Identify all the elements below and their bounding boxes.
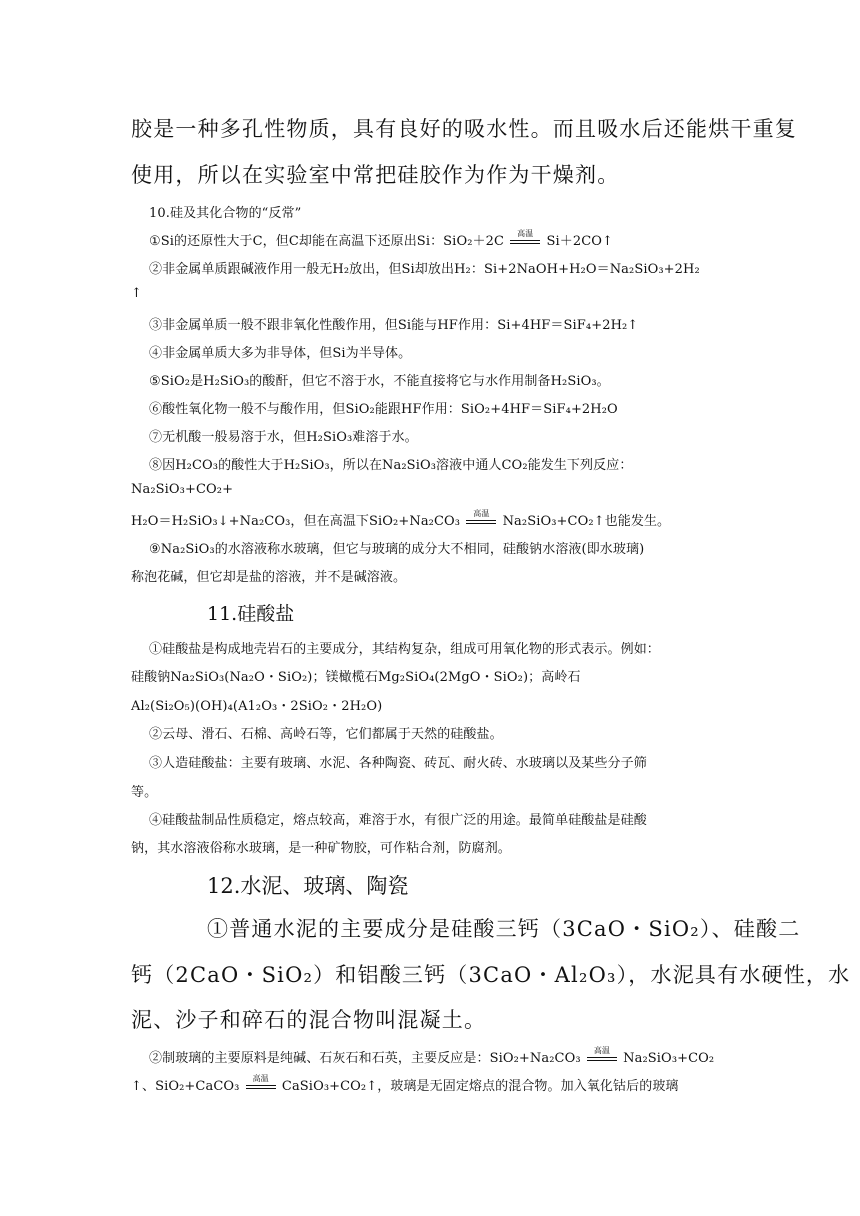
- item-c1: ①普通水泥的主要成分是硅酸三钙（3CaO・SiO₂）、硅酸二: [207, 917, 801, 941]
- item-6: ⑥酸性氧化物一般不与酸作用，但SiO₂能跟HF作用：SiO₂+4HF＝SiF₄+2H₂O: [149, 402, 618, 417]
- item-b1-cont: Al₂(Si₂O₅)(OH)₄(A1₂O₃・2SiO₂・2H₂O): [131, 699, 383, 714]
- paragraph-line: 胶是一种多孔性物质，具有良好的吸水性。而且吸水后还能烘干重复: [131, 117, 797, 141]
- item-b1-cont: 硅酸钠Na₂SiO₃(Na₂O・SiO₂)；镁橄榄石Mg₂SiO₄(2MgO・SiO₂)；高岭石: [131, 670, 581, 685]
- item-5: ⑤SiO₂是H₂SiO₃的酸酐，但它不溶于水，不能直接将它与水作用制备H₂SiO₃。: [149, 374, 610, 389]
- item-b2: ②云母、滑石、石棉、高岭石等，它们都属于天然的硅酸盐。: [149, 727, 503, 742]
- condition-label: 高温: [517, 229, 534, 238]
- item-b4: ④硅酸盐制品性质稳定，熔点较高，难溶于水，有很广泛的用途。最简单硅酸盐是硅酸: [149, 813, 647, 828]
- item-b4-cont: 钠，其水溶液俗称水玻璃，是一种矿物胶，可作粘合剂，防腐剂。: [131, 841, 511, 856]
- paragraph-line: 使用，所以在实验室中常把硅胶作为作为干燥剂。: [131, 163, 620, 187]
- item-7: ⑦无机酸一般易溶于水，但H₂SiO₃难溶于水。: [149, 430, 418, 445]
- item-text: Na₂SiO₃+CO₂↑也能发生。: [502, 514, 671, 529]
- item-text: CaSiO₃+CO₂↑，玻璃是无固定熔点的混合物。加入氧化钴后的玻璃: [281, 1079, 679, 1094]
- item-text: H₂O＝H₂SiO₃↓+Na₂CO₃，但在高温下SiO₂+Na₂CO₃: [131, 514, 461, 529]
- item-4: ④非金属单质大多为非导体，但Si为半导体。: [149, 346, 412, 361]
- condition-label: 高温: [593, 1046, 611, 1055]
- item-2-cont: ↑: [131, 286, 142, 301]
- item-b3-cont: 等。: [131, 785, 158, 800]
- item-8: ⑧因H₂CO₃的酸性大于H₂SiO₃，所以在Na₂SiO₃溶液中通人CO₂能发生下列反应：: [149, 458, 633, 473]
- item-2: ②非金属单质跟碱液作用一般无H₂放出，但Si却放出H₂：Si+2NaOH+H₂O＝Na₂SiO₃+2H₂: [149, 262, 700, 277]
- item-text: ①Si的还原性大于C，但C却能在高温下还原出Si：SiO₂＋2C: [149, 234, 505, 249]
- item-3: ③非金属单质一般不跟非氧化性酸作用，但Si能与HF作用：Si+4HF＝SiF₄+2H₂↑: [149, 318, 639, 333]
- item-text: Si＋2CO↑: [546, 234, 614, 249]
- item-c2-cont: [131, 1075, 679, 1094]
- item-c2: [149, 1047, 714, 1066]
- item-c1-cont: 钙（2CaO・SiO₂）和铝酸三钙（3CaO・Al₂O₃），水泥具有水硬性，水: [131, 963, 851, 987]
- section-heading-12: 12.水泥、玻璃、陶瓷: [207, 874, 409, 898]
- reaction-condition: [466, 509, 496, 527]
- reaction-condition: [587, 1046, 617, 1064]
- item-c1-cont: 泥、沙子和碎石的混合物叫混凝土。: [131, 1008, 487, 1032]
- item-b3: ③人造硅酸盐：主要有玻璃、水泥、各种陶瓷、砖瓦、耐火砖、水玻璃以及某些分子筛: [149, 756, 647, 771]
- reaction-condition: [246, 1074, 276, 1092]
- item-9: ⑨Na₂SiO₃的水溶液称水玻璃，但它与玻璃的成分大不相同，硅酸钠水溶液(即水玻璃): [149, 542, 645, 557]
- item-9-cont: 称泡花碱，但它却是盐的溶液，并不是碱溶液。: [131, 570, 407, 585]
- item-8-cont: [131, 510, 670, 529]
- condition-label: 高温: [252, 1074, 269, 1083]
- item-text: ↑、SiO₂+CaCO₃: [131, 1079, 240, 1094]
- reaction-condition: [510, 229, 540, 247]
- item-text: Na₂SiO₃+CO₂: [623, 1051, 715, 1066]
- section-heading-11: 11.硅酸盐: [207, 603, 295, 625]
- section-heading-10: 10.硅及其化合物的“反常”: [149, 206, 302, 221]
- item-8-cont: Na₂SiO₃+CO₂+: [131, 482, 234, 497]
- item-1: [149, 230, 613, 249]
- item-b1: ①硅酸盐是构成地壳岩石的主要成分，其结构复杂，组成可用氧化物的形式表示。例如：: [149, 642, 660, 657]
- item-text: ②制玻璃的主要原料是纯碱、石灰石和石英，主要反应是：SiO₂+Na₂CO₃: [149, 1051, 581, 1066]
- condition-label: 高温: [473, 509, 490, 518]
